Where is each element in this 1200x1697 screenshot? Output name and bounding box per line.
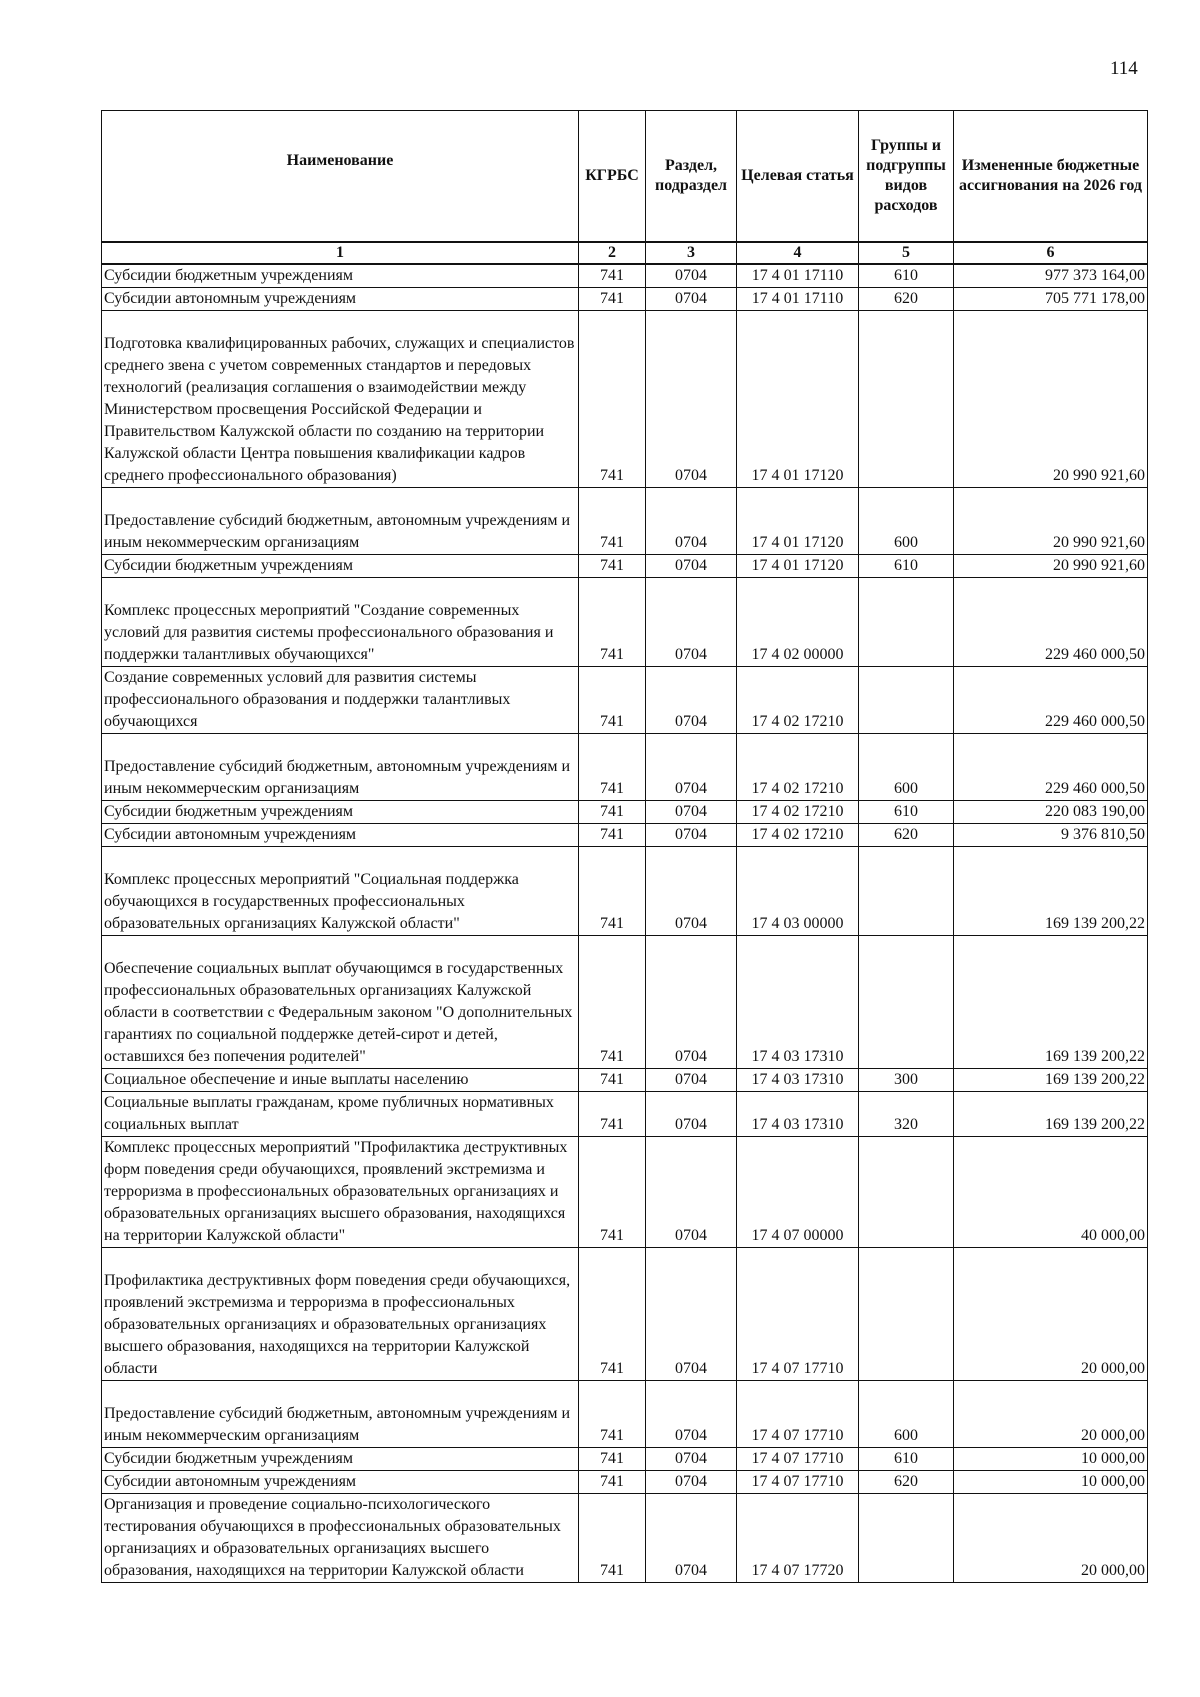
cell-amount bbox=[954, 488, 1148, 555]
cell-name-text: Комплекс процессных мероприятий "Социальная поддержка обучающихся в государственных профессиональных образовательных организациях Калужской области" bbox=[104, 871, 519, 932]
cell-article bbox=[737, 555, 859, 578]
cell-expense-group bbox=[859, 311, 954, 488]
cell-expense-group bbox=[859, 936, 954, 1069]
cell-name bbox=[102, 1248, 579, 1381]
cell-expense-group-text: 320 bbox=[894, 1116, 918, 1133]
cell-section bbox=[646, 667, 737, 734]
budget-table bbox=[101, 110, 1148, 1583]
cell-section bbox=[646, 578, 737, 667]
cell-amount-text: 20 000,00 bbox=[1081, 1360, 1145, 1377]
cell-section-text: 0704 bbox=[675, 713, 707, 730]
cell-amount-text: 40 000,00 bbox=[1081, 1227, 1145, 1244]
cell-name bbox=[102, 264, 579, 288]
cell-amount-text: 169 139 200,22 bbox=[1045, 915, 1145, 932]
cell-amount bbox=[954, 555, 1148, 578]
cell-name-text: Субсидии бюджетным учреждениям bbox=[104, 803, 353, 820]
table-row bbox=[102, 801, 1148, 824]
cell-name bbox=[102, 801, 579, 824]
cell-name bbox=[102, 578, 579, 667]
cell-kgrbs bbox=[579, 1248, 646, 1381]
cell-kgrbs bbox=[579, 667, 646, 734]
cell-kgrbs-text: 741 bbox=[600, 1071, 624, 1088]
table-row bbox=[102, 1248, 1148, 1381]
cell-section bbox=[646, 264, 737, 288]
cell-kgrbs-text: 741 bbox=[600, 1473, 624, 1490]
cell-amount bbox=[954, 578, 1148, 667]
cell-article bbox=[737, 847, 859, 936]
cell-article-text: 17 4 01 17110 bbox=[751, 290, 844, 307]
cell-amount-text: 20 990 921,60 bbox=[1053, 534, 1145, 551]
cell-article-text: 17 4 01 17120 bbox=[751, 467, 844, 484]
cell-section bbox=[646, 1471, 737, 1494]
cell-kgrbs bbox=[579, 488, 646, 555]
cell-section bbox=[646, 1137, 737, 1248]
cell-name-text: Субсидии бюджетным учреждениям bbox=[104, 557, 353, 574]
cell-name-text: Подготовка квалифицированных рабочих, служащих и специалистов среднего звена с учетом современных стандартов и передовых технологий (реализация соглашения о взаимодействии между Министерством просвещения Российской Федерации и Правительством Калужской области по созданию на территории Калужской области Центра повышения квалификации кадров среднего профессионального образования) bbox=[104, 335, 575, 484]
cell-section bbox=[646, 847, 737, 936]
cell-section-text: 0704 bbox=[675, 1562, 707, 1579]
cell-expense-group bbox=[859, 667, 954, 734]
cell-article bbox=[737, 801, 859, 824]
cell-article bbox=[737, 1448, 859, 1471]
row-spacer bbox=[104, 936, 576, 958]
cell-kgrbs-text: 741 bbox=[600, 915, 624, 932]
cell-amount-text: 977 373 164,00 bbox=[1045, 267, 1145, 284]
column-number: 5 bbox=[859, 242, 954, 264]
cell-name bbox=[102, 488, 579, 555]
cell-expense-group-text: 620 bbox=[894, 826, 918, 843]
cell-name bbox=[102, 288, 579, 311]
table-row bbox=[102, 847, 1148, 936]
cell-amount bbox=[954, 311, 1148, 488]
column-number: 4 bbox=[737, 242, 859, 264]
cell-expense-group-text: 610 bbox=[894, 1450, 918, 1467]
cell-kgrbs-text: 741 bbox=[600, 1562, 624, 1579]
cell-kgrbs-text: 741 bbox=[600, 467, 624, 484]
cell-article bbox=[737, 488, 859, 555]
table-row bbox=[102, 264, 1148, 288]
cell-name-text: Создание современных условий для развития системы профессионального образования и поддержки талантливых обучающихся bbox=[104, 669, 511, 730]
cell-kgrbs-text: 741 bbox=[600, 1116, 624, 1133]
cell-article-text: 17 4 07 17710 bbox=[751, 1360, 844, 1377]
cell-article bbox=[737, 1381, 859, 1448]
cell-kgrbs-text: 741 bbox=[600, 646, 624, 663]
cell-section bbox=[646, 555, 737, 578]
cell-section bbox=[646, 936, 737, 1069]
cell-name bbox=[102, 824, 579, 847]
table-row bbox=[102, 578, 1148, 667]
cell-amount-text: 169 139 200,22 bbox=[1045, 1116, 1145, 1133]
cell-kgrbs bbox=[579, 288, 646, 311]
page-number: 114 bbox=[1110, 58, 1138, 79]
cell-expense-group bbox=[859, 1069, 954, 1092]
cell-section bbox=[646, 1248, 737, 1381]
cell-name-text: Субсидии бюджетным учреждениям bbox=[104, 267, 353, 284]
cell-article-text: 17 4 03 17310 bbox=[751, 1116, 844, 1133]
cell-expense-group bbox=[859, 847, 954, 936]
cell-article-text: 17 4 02 17210 bbox=[751, 803, 844, 820]
cell-section-text: 0704 bbox=[675, 1473, 707, 1490]
cell-section bbox=[646, 288, 737, 311]
cell-article-text: 17 4 07 17710 bbox=[751, 1473, 844, 1490]
cell-article-text: 17 4 02 17210 bbox=[751, 826, 844, 843]
cell-kgrbs bbox=[579, 1494, 646, 1583]
cell-section bbox=[646, 734, 737, 801]
cell-kgrbs bbox=[579, 734, 646, 801]
table-row bbox=[102, 667, 1148, 734]
cell-expense-group bbox=[859, 734, 954, 801]
cell-expense-group bbox=[859, 824, 954, 847]
cell-amount bbox=[954, 734, 1148, 801]
cell-expense-group bbox=[859, 264, 954, 288]
cell-expense-group bbox=[859, 1471, 954, 1494]
cell-kgrbs bbox=[579, 311, 646, 488]
cell-expense-group bbox=[859, 1448, 954, 1471]
column-number: 1 bbox=[102, 242, 579, 264]
table-row bbox=[102, 734, 1148, 801]
table-header-row bbox=[102, 111, 1148, 243]
cell-expense-group-text: 620 bbox=[894, 1473, 918, 1490]
cell-kgrbs bbox=[579, 555, 646, 578]
cell-name bbox=[102, 1092, 579, 1137]
cell-name-text: Социальное обеспечение и иные выплаты населению bbox=[104, 1071, 469, 1088]
cell-section-text: 0704 bbox=[675, 1227, 707, 1244]
table-row bbox=[102, 1069, 1148, 1092]
cell-expense-group-text: 610 bbox=[894, 267, 918, 284]
cell-name bbox=[102, 734, 579, 801]
cell-kgrbs bbox=[579, 1092, 646, 1137]
cell-name bbox=[102, 667, 579, 734]
cell-section-text: 0704 bbox=[675, 780, 707, 797]
cell-expense-group bbox=[859, 578, 954, 667]
cell-amount-text: 229 460 000,50 bbox=[1045, 646, 1145, 663]
cell-name-text: Организация и проведение социально-психологического тестирования обучающихся в профессиональных образовательных организациях и образовательных организациях высшего образования, находящихся на территории Калужской области bbox=[104, 1496, 561, 1579]
cell-section bbox=[646, 1092, 737, 1137]
cell-article-text: 17 4 03 17310 bbox=[751, 1071, 844, 1088]
cell-name bbox=[102, 555, 579, 578]
cell-article-text: 17 4 01 17110 bbox=[751, 267, 844, 284]
cell-section bbox=[646, 801, 737, 824]
table-row bbox=[102, 288, 1148, 311]
cell-kgrbs bbox=[579, 264, 646, 288]
cell-amount-text: 20 990 921,60 bbox=[1053, 557, 1145, 574]
cell-kgrbs bbox=[579, 1471, 646, 1494]
row-spacer bbox=[104, 488, 576, 510]
cell-name-text: Субсидии автономным учреждениям bbox=[104, 826, 357, 843]
cell-name-text: Комплекс процессных мероприятий "Создание современных условий для развития системы профессионального образования и поддержки талантливых обучающихся" bbox=[104, 602, 554, 663]
cell-amount bbox=[954, 667, 1148, 734]
cell-expense-group bbox=[859, 1248, 954, 1381]
cell-article-text: 17 4 03 00000 bbox=[751, 915, 844, 932]
cell-name bbox=[102, 311, 579, 488]
cell-kgrbs-text: 741 bbox=[600, 1048, 624, 1065]
cell-kgrbs bbox=[579, 578, 646, 667]
cell-section-text: 0704 bbox=[675, 826, 707, 843]
cell-kgrbs bbox=[579, 1137, 646, 1248]
cell-name-text: Субсидии бюджетным учреждениям bbox=[104, 1450, 353, 1467]
cell-article bbox=[737, 1092, 859, 1137]
cell-article bbox=[737, 311, 859, 488]
cell-expense-group-text: 300 bbox=[894, 1071, 918, 1088]
cell-kgrbs-text: 741 bbox=[600, 713, 624, 730]
cell-amount-text: 169 139 200,22 bbox=[1045, 1048, 1145, 1065]
cell-amount bbox=[954, 1494, 1148, 1583]
cell-name bbox=[102, 847, 579, 936]
cell-article bbox=[737, 578, 859, 667]
cell-amount bbox=[954, 1092, 1148, 1137]
table-row bbox=[102, 488, 1148, 555]
column-number: 3 bbox=[646, 242, 737, 264]
cell-article-text: 17 4 02 00000 bbox=[751, 646, 844, 663]
cell-amount bbox=[954, 847, 1148, 936]
cell-article-text: 17 4 01 17120 bbox=[751, 534, 844, 551]
cell-amount bbox=[954, 1381, 1148, 1448]
cell-expense-group bbox=[859, 1494, 954, 1583]
row-spacer bbox=[104, 1248, 576, 1270]
table-row bbox=[102, 824, 1148, 847]
cell-kgrbs-text: 741 bbox=[600, 803, 624, 820]
cell-name-text: Обеспечение социальных выплат обучающимся в государственных профессиональных образовательных организациях Калужской области в соответствии с Федеральным законом "О дополнительных гарантиях по социальной поддержке детей-сирот и детей, оставшихся без попечения родителей" bbox=[104, 960, 573, 1065]
cell-amount bbox=[954, 801, 1148, 824]
cell-kgrbs bbox=[579, 1448, 646, 1471]
cell-expense-group-text: 620 bbox=[894, 290, 918, 307]
cell-amount-text: 229 460 000,50 bbox=[1045, 713, 1145, 730]
cell-kgrbs-text: 741 bbox=[600, 1227, 624, 1244]
cell-amount-text: 220 083 190,00 bbox=[1045, 803, 1145, 820]
header-amount: Измененные бюджетные ассигнования на 2026 год bbox=[954, 111, 1148, 243]
cell-section bbox=[646, 1448, 737, 1471]
cell-amount bbox=[954, 264, 1148, 288]
table-row bbox=[102, 936, 1148, 1069]
cell-name bbox=[102, 936, 579, 1069]
cell-kgrbs-text: 741 bbox=[600, 290, 624, 307]
cell-section-text: 0704 bbox=[675, 1116, 707, 1133]
cell-amount bbox=[954, 1448, 1148, 1471]
table-row bbox=[102, 1137, 1148, 1248]
cell-article-text: 17 4 01 17120 bbox=[751, 557, 844, 574]
cell-expense-group bbox=[859, 1137, 954, 1248]
cell-name-text: Субсидии автономным учреждениям bbox=[104, 1473, 357, 1490]
cell-amount-text: 9 376 810,50 bbox=[1061, 826, 1145, 843]
header-article: Целевая статья bbox=[737, 111, 859, 243]
cell-expense-group-text: 610 bbox=[894, 557, 918, 574]
cell-kgrbs-text: 741 bbox=[600, 1427, 624, 1444]
cell-kgrbs-text: 741 bbox=[600, 267, 624, 284]
table-row bbox=[102, 1494, 1148, 1583]
cell-amount bbox=[954, 1471, 1148, 1494]
cell-name-text: Предоставление субсидий бюджетным, автономным учреждениям и иным некоммерческим организациям bbox=[104, 1405, 571, 1444]
cell-name-text: Субсидии автономным учреждениям bbox=[104, 290, 357, 307]
cell-article-text: 17 4 07 17720 bbox=[751, 1562, 844, 1579]
cell-name-text: Комплекс процессных мероприятий "Профилактика деструктивных форм поведения среди обучающихся, проявлений экстремизма и терроризма в профессиональных образовательных организациях и образовательных организациях высшего образования, находящихся на территории Калужской области" bbox=[104, 1139, 568, 1244]
cell-name bbox=[102, 1069, 579, 1092]
cell-article bbox=[737, 1069, 859, 1092]
row-spacer bbox=[104, 734, 576, 756]
cell-name-text: Социальные выплаты гражданам, кроме публичных нормативных социальных выплат bbox=[104, 1094, 554, 1133]
cell-section-text: 0704 bbox=[675, 1360, 707, 1377]
cell-article bbox=[737, 824, 859, 847]
cell-section bbox=[646, 311, 737, 488]
cell-article-text: 17 4 07 00000 bbox=[751, 1227, 844, 1244]
cell-expense-group-text: 600 bbox=[894, 780, 918, 797]
cell-expense-group-text: 600 bbox=[894, 1427, 918, 1444]
cell-kgrbs-text: 741 bbox=[600, 534, 624, 551]
cell-article bbox=[737, 1137, 859, 1248]
cell-amount-text: 705 771 178,00 bbox=[1045, 290, 1145, 307]
cell-section-text: 0704 bbox=[675, 267, 707, 284]
cell-section-text: 0704 bbox=[675, 290, 707, 307]
cell-article-text: 17 4 03 17310 bbox=[751, 1048, 844, 1065]
cell-amount-text: 20 990 921,60 bbox=[1053, 467, 1145, 484]
cell-kgrbs bbox=[579, 1069, 646, 1092]
cell-article-text: 17 4 02 17210 bbox=[751, 780, 844, 797]
cell-section bbox=[646, 1494, 737, 1583]
cell-name bbox=[102, 1381, 579, 1448]
cell-amount bbox=[954, 1069, 1148, 1092]
cell-kgrbs-text: 741 bbox=[600, 826, 624, 843]
cell-article bbox=[737, 1248, 859, 1381]
cell-section-text: 0704 bbox=[675, 467, 707, 484]
cell-section-text: 0704 bbox=[675, 646, 707, 663]
table-column-numbers-row bbox=[102, 242, 1148, 264]
cell-section-text: 0704 bbox=[675, 803, 707, 820]
cell-expense-group bbox=[859, 488, 954, 555]
cell-kgrbs bbox=[579, 847, 646, 936]
cell-amount-text: 20 000,00 bbox=[1081, 1562, 1145, 1579]
cell-article bbox=[737, 734, 859, 801]
cell-section bbox=[646, 824, 737, 847]
cell-amount bbox=[954, 936, 1148, 1069]
table-row bbox=[102, 1471, 1148, 1494]
cell-amount-text: 10 000,00 bbox=[1081, 1473, 1145, 1490]
cell-kgrbs-text: 741 bbox=[600, 557, 624, 574]
cell-article bbox=[737, 1471, 859, 1494]
table-row bbox=[102, 311, 1148, 488]
cell-amount-text: 10 000,00 bbox=[1081, 1450, 1145, 1467]
cell-name bbox=[102, 1137, 579, 1248]
cell-name bbox=[102, 1494, 579, 1583]
cell-name bbox=[102, 1471, 579, 1494]
cell-article-text: 17 4 07 17710 bbox=[751, 1427, 844, 1444]
cell-name-text: Профилактика деструктивных форм поведения среди обучающихся, проявлений экстремизма и терроризма в профессиональных образовательных организациях и образовательных организациях высшего образования, находящихся на территории Калужской области bbox=[104, 1272, 571, 1377]
cell-expense-group bbox=[859, 1092, 954, 1137]
cell-article-text: 17 4 02 17210 bbox=[751, 713, 844, 730]
cell-name bbox=[102, 1448, 579, 1471]
column-number: 6 bbox=[954, 242, 1148, 264]
cell-kgrbs-text: 741 bbox=[600, 1360, 624, 1377]
cell-expense-group-text: 600 bbox=[894, 534, 918, 551]
row-spacer bbox=[104, 847, 576, 869]
cell-article bbox=[737, 264, 859, 288]
cell-article bbox=[737, 288, 859, 311]
cell-kgrbs bbox=[579, 801, 646, 824]
cell-amount bbox=[954, 824, 1148, 847]
cell-kgrbs bbox=[579, 824, 646, 847]
cell-expense-group bbox=[859, 555, 954, 578]
cell-section bbox=[646, 1381, 737, 1448]
cell-kgrbs bbox=[579, 1381, 646, 1448]
cell-name-text: Предоставление субсидий бюджетным, автономным учреждениям и иным некоммерческим организациям bbox=[104, 512, 571, 551]
cell-section-text: 0704 bbox=[675, 1427, 707, 1444]
table-body bbox=[102, 264, 1148, 1583]
cell-article bbox=[737, 667, 859, 734]
cell-amount-text: 20 000,00 bbox=[1081, 1427, 1145, 1444]
cell-section bbox=[646, 1069, 737, 1092]
cell-name-text: Предоставление субсидий бюджетным, автономным учреждениям и иным некоммерческим организациям bbox=[104, 758, 571, 797]
cell-expense-group-text: 610 bbox=[894, 803, 918, 820]
header-section: Раздел, подраздел bbox=[646, 111, 737, 243]
cell-section-text: 0704 bbox=[675, 915, 707, 932]
row-spacer bbox=[104, 578, 576, 600]
cell-amount bbox=[954, 288, 1148, 311]
cell-amount-text: 229 460 000,50 bbox=[1045, 780, 1145, 797]
cell-section bbox=[646, 488, 737, 555]
row-spacer bbox=[104, 1381, 576, 1403]
cell-section-text: 0704 bbox=[675, 557, 707, 574]
cell-article bbox=[737, 936, 859, 1069]
cell-amount bbox=[954, 1248, 1148, 1381]
cell-article-text: 17 4 07 17710 bbox=[751, 1450, 844, 1467]
cell-expense-group bbox=[859, 288, 954, 311]
table-row bbox=[102, 1092, 1148, 1137]
cell-expense-group bbox=[859, 801, 954, 824]
cell-kgrbs bbox=[579, 936, 646, 1069]
table-row bbox=[102, 1448, 1148, 1471]
row-spacer bbox=[104, 311, 576, 333]
cell-kgrbs-text: 741 bbox=[600, 1450, 624, 1467]
cell-kgrbs-text: 741 bbox=[600, 780, 624, 797]
cell-amount bbox=[954, 1137, 1148, 1248]
cell-section-text: 0704 bbox=[675, 1071, 707, 1088]
cell-section-text: 0704 bbox=[675, 534, 707, 551]
header-expense-group: Группы и подгруппы видов расходов bbox=[859, 111, 954, 243]
column-number: 2 bbox=[579, 242, 646, 264]
cell-section-text: 0704 bbox=[675, 1450, 707, 1467]
cell-section-text: 0704 bbox=[675, 1048, 707, 1065]
table-row bbox=[102, 1381, 1148, 1448]
table-row bbox=[102, 555, 1148, 578]
cell-article bbox=[737, 1494, 859, 1583]
header-name: Наименование bbox=[102, 111, 579, 243]
cell-expense-group bbox=[859, 1381, 954, 1448]
header-kgrbs: КГРБС bbox=[579, 111, 646, 243]
cell-amount-text: 169 139 200,22 bbox=[1045, 1071, 1145, 1088]
